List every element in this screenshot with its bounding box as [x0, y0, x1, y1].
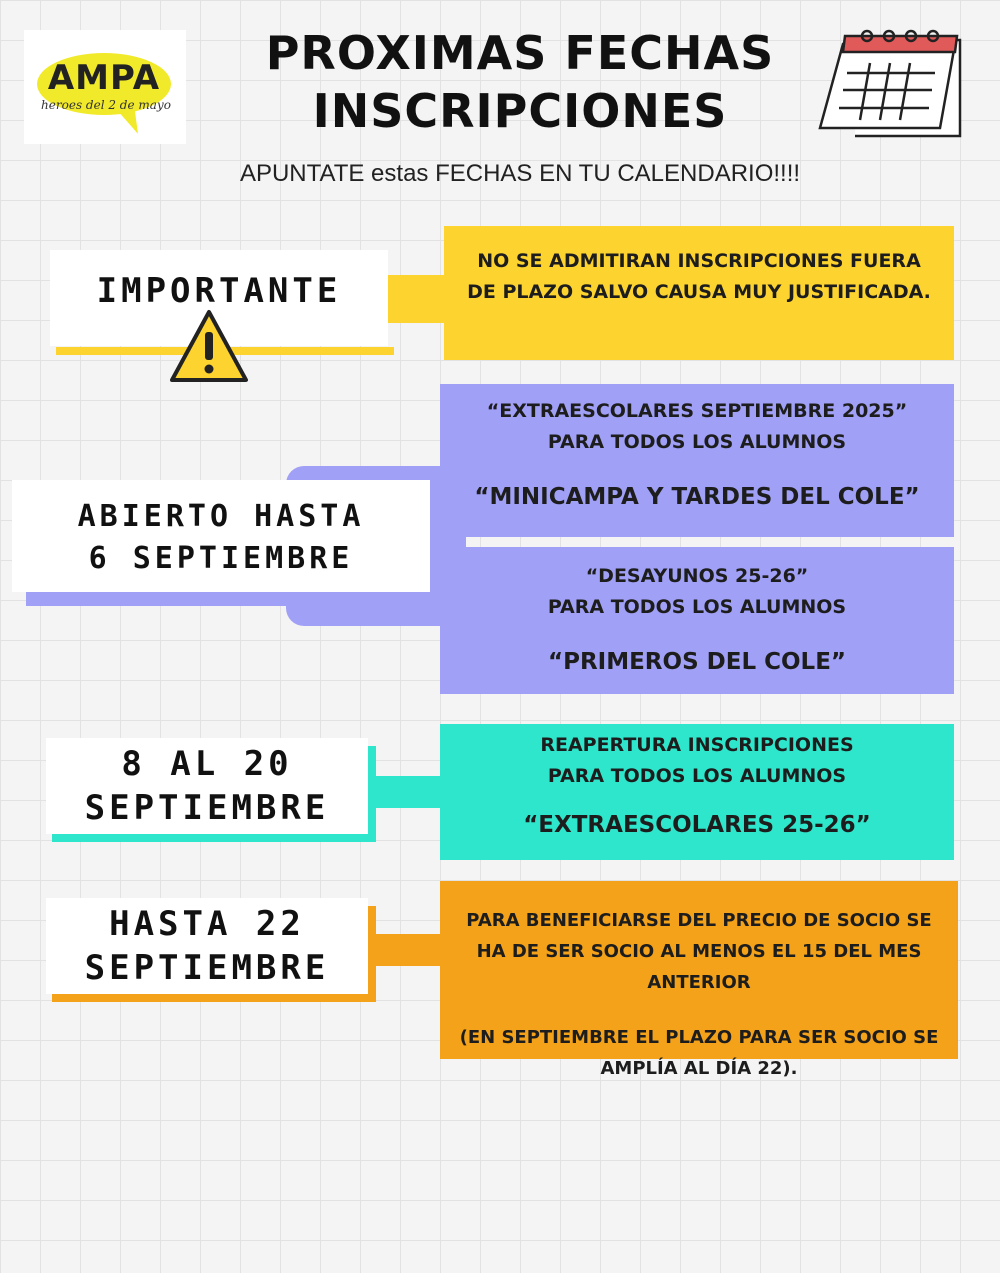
page-title — [200, 24, 840, 140]
abierto-label-line1: ABIERTO HASTA — [77, 499, 365, 534]
title-line1: PROXIMAS FECHAS — [265, 26, 775, 80]
socio-text2: (EN SEPTIEMBRE EL PLAZO PARA SER SOCIO SE AMPLÍA AL DÍA 22). — [459, 1027, 939, 1079]
page-subtitle: APUNTATE estas FECHAS EN TU CALENDARIO!!!! — [239, 160, 801, 187]
reapertura-line2: PARA TODOS LOS ALUMNOS — [547, 765, 847, 787]
extraescolares-box — [440, 384, 954, 537]
socio-shadow — [52, 994, 374, 1002]
abierto-label — [12, 480, 430, 592]
desayunos-box — [440, 547, 954, 694]
importante-label: IMPORTANTE — [50, 250, 388, 346]
reapertura-box — [440, 724, 954, 860]
logo-text: AMPA — [47, 58, 161, 98]
socio-label-line1: HASTA 22 — [109, 904, 305, 944]
extraescolares-highlight: “EXTRAESCOLARES 25-26” — [523, 812, 871, 838]
socio-box — [440, 881, 958, 1079]
abierto-label-line2: 6 SEPTIEMBRE — [88, 541, 354, 576]
primeros-highlight: “PRIMEROS DEL COLE” — [547, 649, 847, 675]
importante-connector — [385, 275, 445, 323]
reapertura-label-line1: 8 AL 20 — [121, 744, 293, 784]
title-line2: INSCRIPCIONES — [312, 84, 728, 138]
extraescolares-line2: PARA TODOS LOS ALUMNOS — [547, 431, 847, 453]
importante-box — [444, 226, 954, 360]
reapertura-connector — [372, 776, 444, 808]
socio-label — [46, 898, 368, 994]
calendar-icon — [815, 28, 965, 143]
desayunos-line1: “DESAYUNOS 25-26” — [585, 565, 809, 587]
desayunos-line2: PARA TODOS LOS ALUMNOS — [547, 596, 847, 618]
logo-subtitle: heroes del 2 de mayo — [41, 98, 171, 112]
minicampa-highlight: “MINICAMPA Y TARDES DEL COLE” — [474, 484, 920, 510]
extraescolares-line1: “EXTRAESCOLARES SEPTIEMBRE 2025” — [486, 400, 908, 422]
socio-text1: PARA BENEFICIARSE DEL PRECIO DE SOCIO SE HA DE SER SOCIO AL MENOS EL 15 DEL MES ANTERIOR — [466, 910, 932, 993]
socio-label-line2: SEPTIEMBRE — [84, 948, 330, 988]
reapertura-shadow — [52, 834, 374, 842]
reapertura-label — [46, 738, 368, 834]
importante-text: NO SE ADMITIRAN INSCRIPCIONES FUERA DE PLAZO SALVO CAUSA MUY JUSTIFICADA. — [467, 250, 931, 303]
reapertura-label-line2: SEPTIEMBRE — [84, 788, 330, 828]
reapertura-line1: REAPERTURA INSCRIPCIONES — [540, 734, 854, 756]
socio-connector — [372, 934, 444, 966]
warning-icon — [168, 308, 250, 384]
